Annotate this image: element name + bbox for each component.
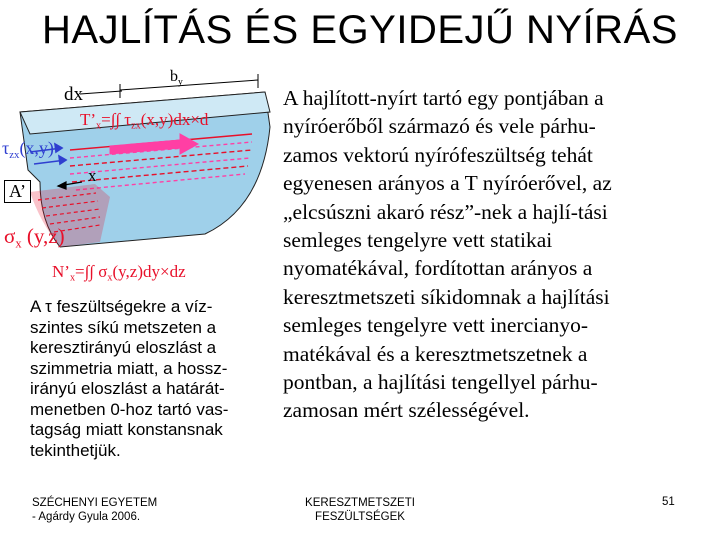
footer-topic	[290, 496, 430, 524]
right-line: „elcsúszni akaró rész”-nek a hajlí-tási	[283, 199, 608, 224]
label-N-formula: $N’_x=\int\int$ $\sigma_x(y,z)dy\times dz$	[52, 262, 186, 284]
left-line: irányú eloszlást a határát-	[30, 379, 225, 398]
footer-topic-line1: KERESZTMETSZETI	[305, 497, 415, 509]
left-line: tagság miatt konstansnak	[30, 420, 223, 439]
page-number: 51	[662, 496, 675, 508]
right-line: A hajlított-nyírt tartó egy pontjában a	[283, 86, 604, 110]
left-line: szintes síkú metszeten a	[30, 317, 217, 337]
label-A-prime: A’	[4, 180, 31, 203]
slide-title: HAJLÍTÁS ÉS EGYIDEJŰ NYÍRÁS	[42, 8, 678, 52]
label-x: x	[88, 166, 97, 185]
left-line: keresztirányú eloszlást a	[30, 338, 217, 357]
beam-figure	[0, 68, 290, 292]
right-line: semleges tengelyre vett statikai	[283, 228, 553, 253]
left-line: A τ feszültségekre a víz-	[30, 297, 213, 316]
footer-topic-line2: FESZÜLTSÉGEK	[315, 511, 405, 523]
right-line: keresztmetszeti síkidomnak a hajlítási	[283, 284, 610, 309]
left-line: tekinthetjük.	[30, 440, 121, 460]
label-T-formula: $T’_x=\int\int$ $\tau_{zx}(x,y)dx\times d$	[80, 110, 209, 132]
right-line: pontban, a hajlítási tengellyel párhu-	[283, 370, 598, 395]
label-sigma: $\sigma_x$ (y,z)	[4, 224, 65, 251]
right-line: matékával és a keresztmetszetnek a	[283, 341, 588, 366]
beam-diagram	[0, 72, 290, 292]
right-line: zamos vektorú nyírófeszültség tehát	[283, 142, 593, 167]
left-paragraph	[30, 297, 278, 461]
left-line: menetben 0-hoz tartó vas-	[30, 399, 229, 419]
label-by: $b_y$	[170, 68, 183, 88]
footer-author	[32, 496, 157, 524]
right-line: semleges tengelyre vett inercianyo-	[283, 313, 589, 338]
left-line: szimmetria miatt, a hossz-	[30, 358, 228, 378]
right-line: egyenesen arányos a T nyíróerővel, az	[283, 171, 612, 196]
dx-dimension	[80, 91, 122, 94]
right-line: zamosan mért szélességével.	[283, 398, 530, 423]
footer-university: SZÉCHENYI EGYETEM	[32, 497, 158, 509]
right-line: nyomatékával, fordítottan arányos a	[283, 256, 593, 281]
footer-name: - Agárdy Gyula 2006.	[32, 511, 141, 523]
label-tau: $\tau_{zx}(x,y)$	[2, 138, 54, 161]
label-dx: dx	[64, 84, 83, 105]
right-line: nyíróerőből származó és vele párhu-	[283, 114, 596, 139]
right-paragraph	[283, 84, 717, 425]
